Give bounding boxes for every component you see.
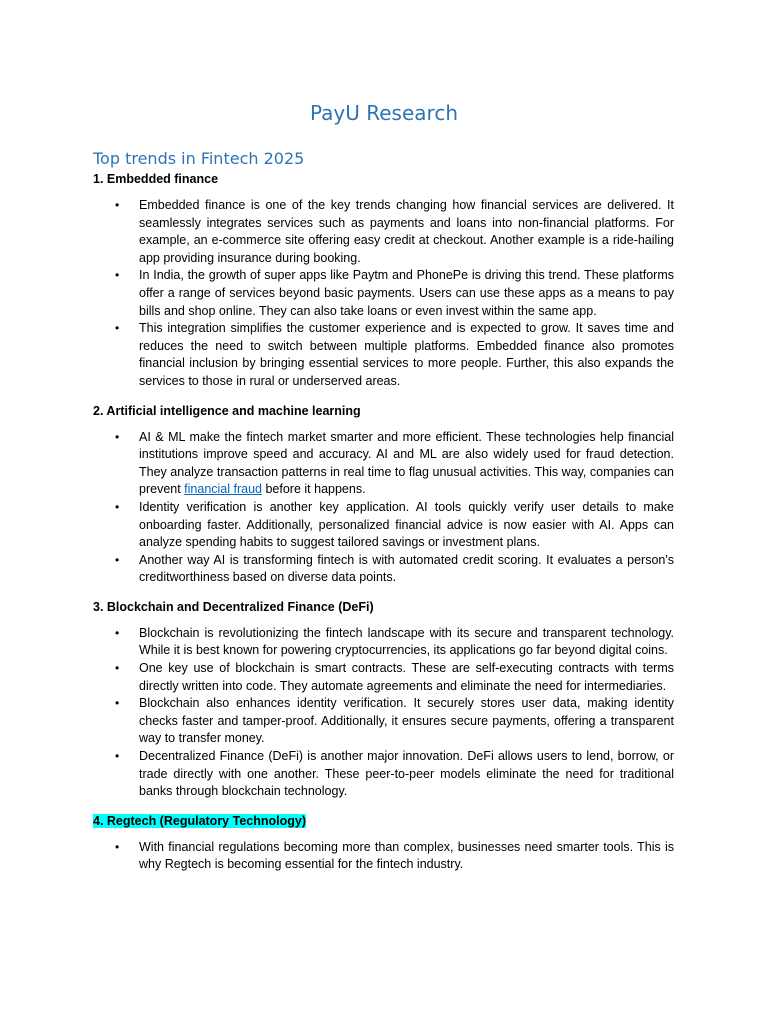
- document-title: PayU Research: [310, 101, 458, 125]
- bullet-list: [93, 839, 674, 874]
- document-subtitle: Top trends in Fintech 2025: [93, 149, 305, 168]
- bullet-icon: •: [115, 696, 120, 711]
- section-regtech: [93, 812, 674, 874]
- bullet-icon: •: [115, 429, 120, 444]
- list-item: [93, 499, 674, 552]
- list-item-text: This integration simplifies the customer experience and is expected to grow. It saves time and reduces the need to switch between multiple platforms. Embedded finance also promotes financial inclusion by bringing essential services to more people. Further, this also expands the services to those in rural or underserved areas.: [139, 321, 674, 388]
- list-item-text: With financial regulations becoming more than complex, businesses need smarter tools. This is why Regtech is becoming essential for the fintech industry.: [139, 839, 674, 872]
- section-heading: 1. Embedded finance: [93, 172, 219, 186]
- list-item-text: Identity verification is another key application. AI tools quickly verify user details to make onboarding faster. Additionally, personalized financial advice is now easier with AI. Apps can analyze spending habits to suggest tailored savings or investment plans.: [139, 499, 674, 550]
- list-item-text: In India, the growth of super apps like Paytm and PhonePe is driving this trend. These platforms offer a range of services beyond basic payments. Users can use these apps as a means to pay bills and shop online. They can also take loans or even invest within the same app.: [139, 268, 674, 318]
- financial-fraud-link[interactable]: financial fraud: [184, 482, 262, 497]
- list-item: [93, 748, 674, 801]
- section-blockchain-defi: [93, 598, 674, 801]
- bullet-list: [93, 197, 674, 391]
- list-item: [93, 839, 674, 874]
- bullet-icon: •: [115, 661, 120, 676]
- list-item: [93, 320, 674, 390]
- bullet-list: [93, 429, 674, 587]
- bullet-icon: •: [115, 321, 120, 336]
- bullet-icon: •: [115, 625, 120, 640]
- bullet-list: [93, 625, 674, 801]
- bullet-icon: •: [115, 499, 120, 514]
- bullet-icon: •: [115, 749, 120, 764]
- list-item: [93, 552, 674, 587]
- list-item-text: Embedded finance is one of the key trends changing how financial services are delivered. It seamlessly integrates services such as payments and loans into non-financial platforms. For example, an e-commerce site offering easy credit at checkout. Another example is a ride-hailing app providing insurance during booking.: [139, 198, 674, 265]
- list-item-text: Another way AI is transforming fintech is with automated credit scoring. It evaluates a person's creditworthiness based on diverse data points.: [139, 552, 674, 585]
- section-heading: [93, 812, 674, 830]
- section-heading: 2. Artificial intelligence and machine learning: [93, 403, 361, 418]
- list-item-text: One key use of blockchain is smart contracts. These are self-executing contracts with terms directly written into code. They automate agreements and eliminate the need for intermediaries.: [139, 661, 674, 693]
- list-item-text: Blockchain also enhances identity verification. It securely stores user data, making identity checks faster and tamper-proof. Additionally, it ensures secure payments, offering a transparent way to transfer money.: [139, 696, 674, 746]
- section-embedded-finance: [93, 170, 674, 391]
- bullet-icon: •: [115, 552, 120, 567]
- section-heading: 3. Blockchain and Decentralized Finance (DeFi): [93, 599, 374, 614]
- list-item-text: Blockchain is revolutionizing the fintech landscape with its secure and transparent technology. While it is best known for powering cryptocurrencies, its applications go far beyond digital coins.: [139, 625, 674, 658]
- list-item-text: Decentralized Finance (DeFi) is another major innovation. DeFi allows users to lend, borrow, or trade directly with one another. These peer-to-peer models eliminate the need for traditional banks through blockchain technology.: [139, 749, 674, 799]
- document-body: [93, 170, 674, 885]
- list-item: [93, 267, 674, 320]
- list-item: [93, 429, 674, 499]
- bullet-icon: •: [115, 839, 120, 854]
- list-item-text: AI & ML make the fintech market smarter and more efficient. These technologies help financial institutions improve speed and accuracy. AI and ML are also widely used for fraud detection. They analyze transaction patterns in real time to flag unusual activities. This way, companies can prevent: [139, 429, 674, 497]
- section-ai-ml: [93, 402, 674, 587]
- bullet-icon: •: [115, 268, 120, 283]
- bullet-icon: •: [115, 198, 120, 212]
- list-item: [93, 660, 674, 695]
- list-item: [93, 625, 674, 660]
- list-item: [93, 695, 674, 748]
- list-item-text: before it happens.: [262, 482, 366, 497]
- highlighted-heading-text: 4. Regtech (Regulatory Technology): [93, 813, 306, 828]
- list-item: [93, 197, 674, 267]
